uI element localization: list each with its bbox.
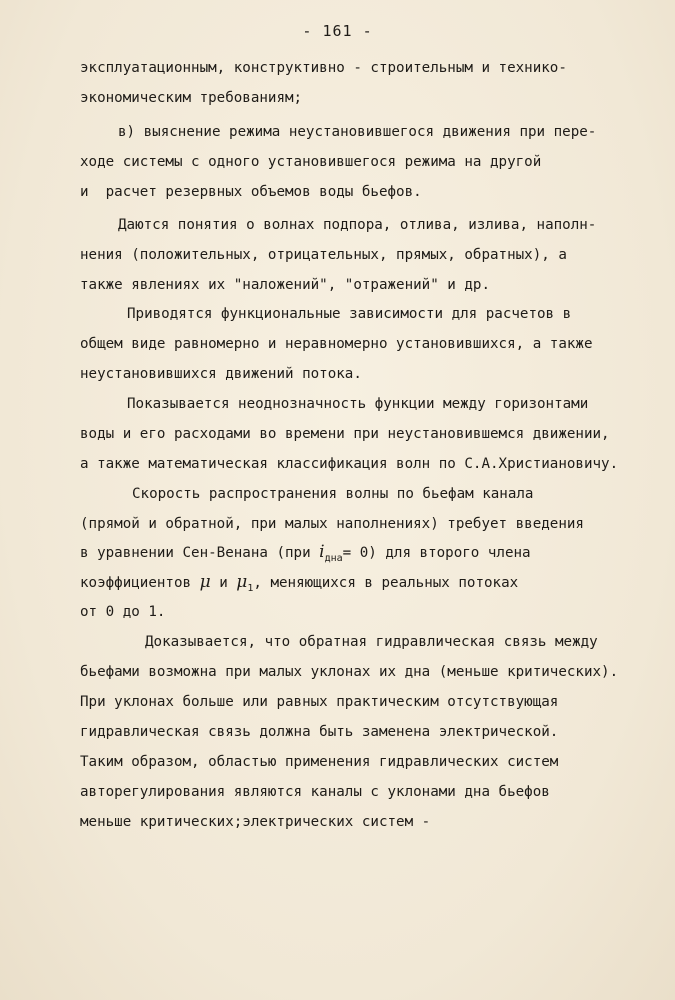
text-fragment: коэффициентов	[80, 575, 200, 591]
subscript: 1	[247, 583, 254, 594]
mu-symbol: μ	[236, 572, 248, 592]
text-line-with-formula	[80, 572, 518, 599]
text-line: от 0 до 1.	[80, 604, 166, 620]
text-line: бьефами возможна при малых уклонах их дна (меньше критических).	[80, 664, 619, 680]
text-line: в) выяснение режима неустановившегося движения при пере-	[118, 124, 597, 140]
text-line: Даются понятия о волнах подпора, отлива, излива, наполн-	[118, 217, 597, 233]
text-line: общем виде равномерно и неравномерно установившихся, а также	[80, 336, 593, 352]
text-line: Приводятся функциональные зависимости для расчетов в	[127, 306, 572, 322]
text-line-with-formula	[80, 542, 531, 569]
text-line: Доказывается, что обратная гидравлическая связь между	[145, 634, 598, 650]
subscript: дна	[324, 553, 343, 564]
text-line: Таким образом, областью применения гидравлических систем	[80, 754, 559, 770]
text-line: экономическим требованиям;	[80, 90, 303, 106]
text-line: При уклонах больше или равных практическим отсутствующая	[80, 694, 559, 710]
text-line: эксплуатационным, конструктивно - строительным и технико-	[80, 60, 567, 76]
text-fragment: = 0) для второго члена	[342, 545, 531, 561]
text-line: воды и его расходами во времени при неустановившемся движении,	[80, 426, 610, 442]
text-fragment: , меняющихся в реальных потоках	[253, 575, 519, 591]
text-line: авторегулирования являются каналы с уклонами дна бьефов	[80, 784, 550, 800]
text-line: гидравлическая связь должна быть заменена электрической.	[80, 724, 559, 740]
slope-symbol: i	[319, 542, 325, 562]
page-number: - 161 -	[302, 22, 373, 40]
text-line: и расчет резервных объемов воды бьефов.	[80, 184, 422, 200]
text-line: (прямой и обратной, при малых наполнениях) требует введения	[80, 516, 584, 532]
text-line: нения (положительных, отрицательных, прямых, обратных), а	[80, 247, 567, 263]
text-fragment: и	[210, 575, 237, 591]
text-line: также явлениях их "наложений", "отражений" и др.	[80, 277, 490, 293]
text-fragment: в уравнении Сен-Венана (при	[80, 545, 320, 561]
mu-symbol: μ	[199, 572, 211, 592]
text-line: меньше критических;электрических систем -	[80, 814, 431, 830]
text-line: неустановившихся движений потока.	[80, 366, 362, 382]
text-line: а также математическая классификация волн по С.А.Христиановичу.	[80, 456, 619, 472]
text-line: ходе системы с одного установившегося режима на другой	[80, 154, 542, 170]
text-line: Скорость распространения волны по бьефам канала	[132, 486, 534, 502]
text-line: Показывается неоднозначность функции между горизонтами	[127, 396, 589, 412]
